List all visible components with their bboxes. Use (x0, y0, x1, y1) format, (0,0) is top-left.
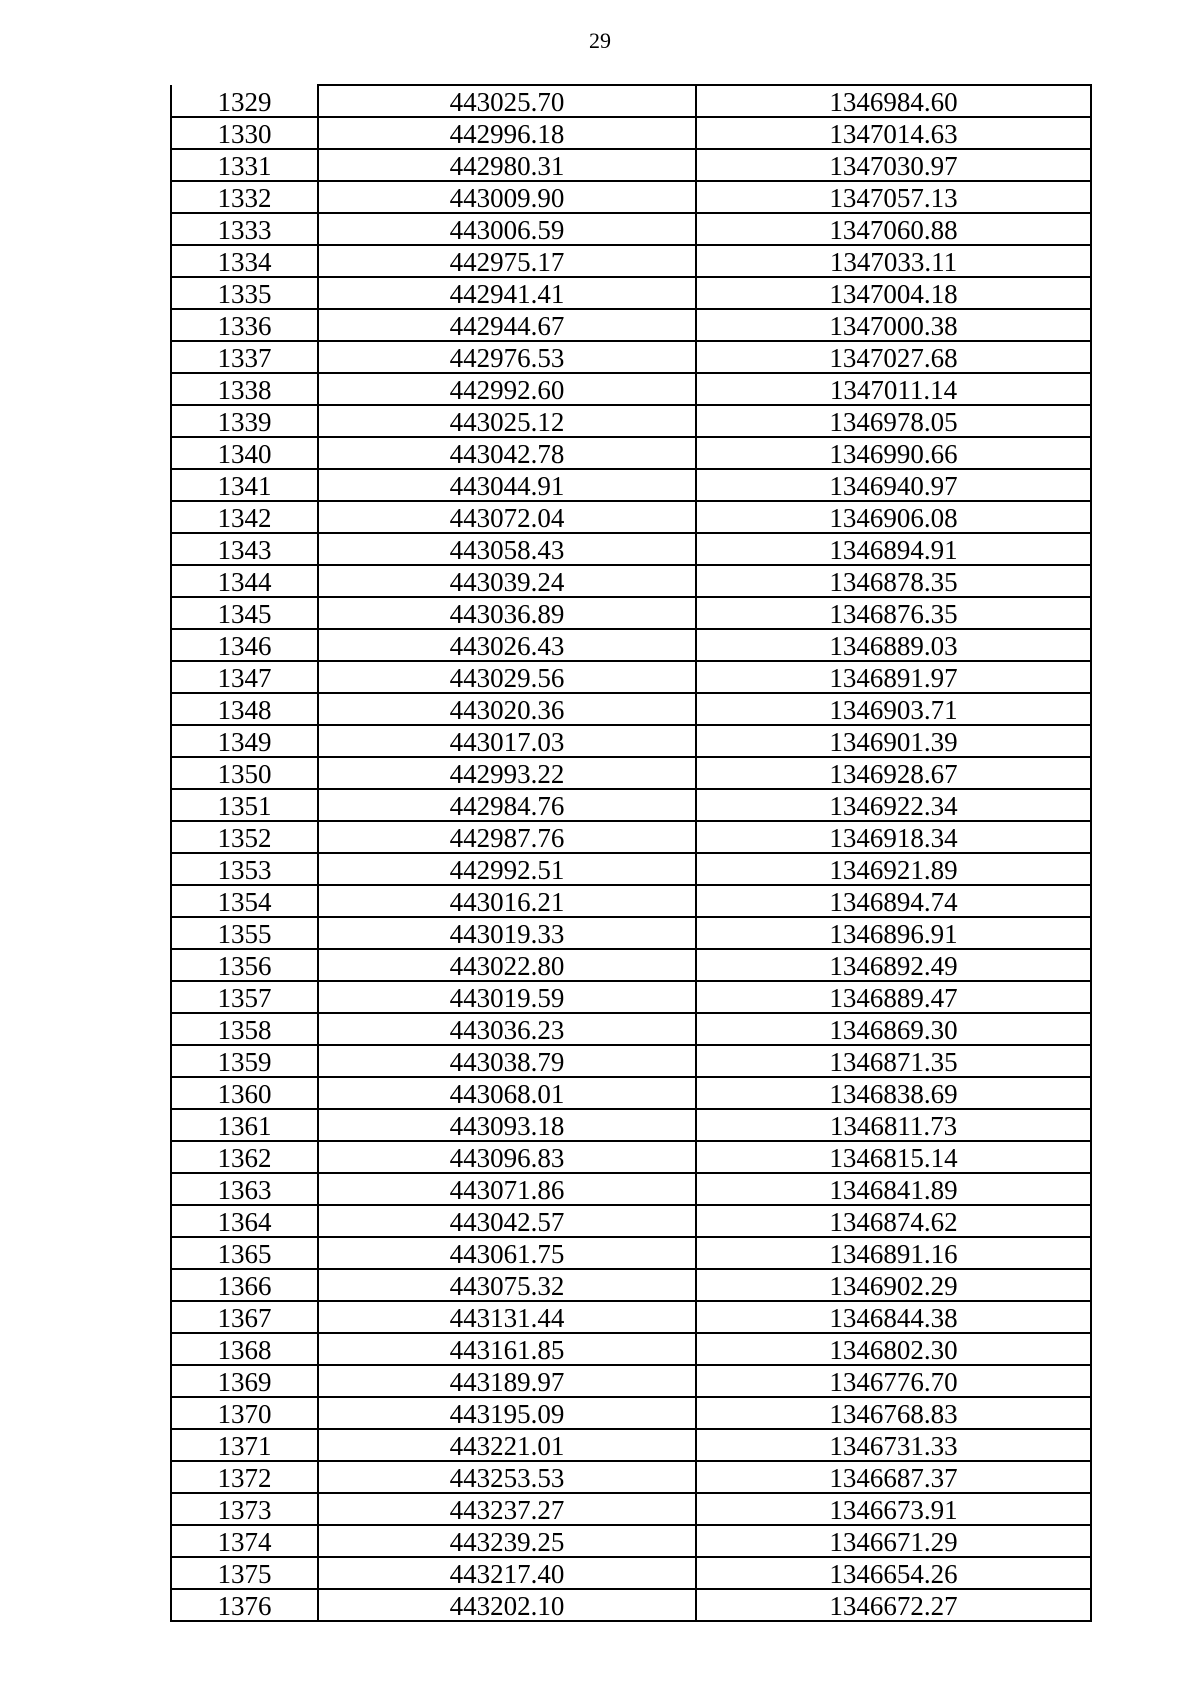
x-coordinate-cell: 443020.36 (318, 693, 696, 725)
x-coordinate-cell: 443202.10 (318, 1589, 696, 1621)
table-row (171, 885, 1091, 917)
point-number-cell: 1355 (171, 917, 318, 949)
x-coordinate-cell: 443019.59 (318, 981, 696, 1013)
coordinates-table (170, 84, 1092, 1622)
point-number-cell: 1330 (171, 117, 318, 149)
y-coordinate-cell: 1347060.88 (696, 213, 1091, 245)
table-row (171, 373, 1091, 405)
point-number-cell: 1356 (171, 949, 318, 981)
point-number-cell: 1370 (171, 1397, 318, 1429)
y-coordinate-cell: 1346878.35 (696, 565, 1091, 597)
x-coordinate-cell: 443042.78 (318, 437, 696, 469)
table-row (171, 85, 1091, 117)
y-coordinate-cell: 1346892.49 (696, 949, 1091, 981)
x-coordinate-cell: 443019.33 (318, 917, 696, 949)
x-coordinate-cell: 443239.25 (318, 1525, 696, 1557)
table-row (171, 405, 1091, 437)
y-coordinate-cell: 1346838.69 (696, 1077, 1091, 1109)
x-coordinate-cell: 443093.18 (318, 1109, 696, 1141)
x-coordinate-cell: 443025.70 (318, 85, 696, 117)
page-number: 29 (589, 28, 611, 53)
point-number-cell: 1365 (171, 1237, 318, 1269)
table-row (171, 917, 1091, 949)
point-number-cell: 1352 (171, 821, 318, 853)
y-coordinate-cell: 1346922.34 (696, 789, 1091, 821)
y-coordinate-cell: 1346844.38 (696, 1301, 1091, 1333)
x-coordinate-cell: 443017.03 (318, 725, 696, 757)
point-number-cell: 1358 (171, 1013, 318, 1045)
y-coordinate-cell: 1347027.68 (696, 341, 1091, 373)
table-row (171, 1589, 1091, 1621)
point-number-cell: 1350 (171, 757, 318, 789)
point-number-cell: 1360 (171, 1077, 318, 1109)
point-number-cell: 1367 (171, 1301, 318, 1333)
y-coordinate-cell: 1346889.47 (696, 981, 1091, 1013)
table-row (171, 693, 1091, 725)
point-number-cell: 1345 (171, 597, 318, 629)
table-row (171, 1493, 1091, 1525)
table-row (171, 181, 1091, 213)
point-number-cell: 1329 (171, 85, 318, 117)
table-row (171, 853, 1091, 885)
table-row (171, 629, 1091, 661)
x-coordinate-cell: 443058.43 (318, 533, 696, 565)
point-number-cell: 1366 (171, 1269, 318, 1301)
point-number-cell: 1364 (171, 1205, 318, 1237)
point-number-cell: 1359 (171, 1045, 318, 1077)
x-coordinate-cell: 443072.04 (318, 501, 696, 533)
x-coordinate-cell: 442987.76 (318, 821, 696, 853)
point-number-cell: 1371 (171, 1429, 318, 1461)
x-coordinate-cell: 443016.21 (318, 885, 696, 917)
y-coordinate-cell: 1347000.38 (696, 309, 1091, 341)
coordinates-table-body (171, 85, 1091, 1621)
table-row (171, 1173, 1091, 1205)
x-coordinate-cell: 443161.85 (318, 1333, 696, 1365)
x-coordinate-cell: 443195.09 (318, 1397, 696, 1429)
y-coordinate-cell: 1347011.14 (696, 373, 1091, 405)
table-row (171, 1557, 1091, 1589)
point-number-cell: 1374 (171, 1525, 318, 1557)
point-number-cell: 1357 (171, 981, 318, 1013)
point-number-cell: 1333 (171, 213, 318, 245)
table-row (171, 1109, 1091, 1141)
x-coordinate-cell: 442996.18 (318, 117, 696, 149)
point-number-cell: 1354 (171, 885, 318, 917)
x-coordinate-cell: 443044.91 (318, 469, 696, 501)
x-coordinate-cell: 443006.59 (318, 213, 696, 245)
table-row (171, 1429, 1091, 1461)
y-coordinate-cell: 1346671.29 (696, 1525, 1091, 1557)
x-coordinate-cell: 443025.12 (318, 405, 696, 437)
table-row (171, 1269, 1091, 1301)
y-coordinate-cell: 1347057.13 (696, 181, 1091, 213)
table-row (171, 1461, 1091, 1493)
y-coordinate-cell: 1346894.74 (696, 885, 1091, 917)
x-coordinate-cell: 442976.53 (318, 341, 696, 373)
table-row (171, 1397, 1091, 1429)
y-coordinate-cell: 1347030.97 (696, 149, 1091, 181)
table-row (171, 149, 1091, 181)
table-row (171, 1205, 1091, 1237)
y-coordinate-cell: 1346906.08 (696, 501, 1091, 533)
x-coordinate-cell: 442980.31 (318, 149, 696, 181)
y-coordinate-cell: 1346876.35 (696, 597, 1091, 629)
y-coordinate-cell: 1347033.11 (696, 245, 1091, 277)
table-row (171, 469, 1091, 501)
table-row (171, 437, 1091, 469)
y-coordinate-cell: 1346811.73 (696, 1109, 1091, 1141)
x-coordinate-cell: 442975.17 (318, 245, 696, 277)
x-coordinate-cell: 443029.56 (318, 661, 696, 693)
point-number-cell: 1340 (171, 437, 318, 469)
point-number-cell: 1338 (171, 373, 318, 405)
x-coordinate-cell: 443221.01 (318, 1429, 696, 1461)
y-coordinate-cell: 1346940.97 (696, 469, 1091, 501)
point-number-cell: 1331 (171, 149, 318, 181)
x-coordinate-cell: 443026.43 (318, 629, 696, 661)
point-number-cell: 1353 (171, 853, 318, 885)
point-number-cell: 1334 (171, 245, 318, 277)
point-number-cell: 1332 (171, 181, 318, 213)
point-number-cell: 1362 (171, 1141, 318, 1173)
x-coordinate-cell: 443009.90 (318, 181, 696, 213)
y-coordinate-cell: 1347004.18 (696, 277, 1091, 309)
y-coordinate-cell: 1346918.34 (696, 821, 1091, 853)
point-number-cell: 1348 (171, 693, 318, 725)
table-row (171, 1365, 1091, 1397)
y-coordinate-cell: 1347014.63 (696, 117, 1091, 149)
point-number-cell: 1342 (171, 501, 318, 533)
x-coordinate-cell: 442992.51 (318, 853, 696, 885)
x-coordinate-cell: 443096.83 (318, 1141, 696, 1173)
point-number-cell: 1344 (171, 565, 318, 597)
table-row (171, 245, 1091, 277)
table-row (171, 1237, 1091, 1269)
table-row (171, 1301, 1091, 1333)
x-coordinate-cell: 443253.53 (318, 1461, 696, 1493)
point-number-cell: 1373 (171, 1493, 318, 1525)
x-coordinate-cell: 443036.23 (318, 1013, 696, 1045)
y-coordinate-cell: 1346776.70 (696, 1365, 1091, 1397)
table-row (171, 1013, 1091, 1045)
x-coordinate-cell: 443075.32 (318, 1269, 696, 1301)
x-coordinate-cell: 443039.24 (318, 565, 696, 597)
point-number-cell: 1337 (171, 341, 318, 373)
point-number-cell: 1351 (171, 789, 318, 821)
table-row (171, 597, 1091, 629)
x-coordinate-cell: 443061.75 (318, 1237, 696, 1269)
table-row (171, 309, 1091, 341)
y-coordinate-cell: 1346990.66 (696, 437, 1091, 469)
y-coordinate-cell: 1346902.29 (696, 1269, 1091, 1301)
table-row (171, 533, 1091, 565)
y-coordinate-cell: 1346901.39 (696, 725, 1091, 757)
y-coordinate-cell: 1346802.30 (696, 1333, 1091, 1365)
y-coordinate-cell: 1346768.83 (696, 1397, 1091, 1429)
point-number-cell: 1375 (171, 1557, 318, 1589)
point-number-cell: 1372 (171, 1461, 318, 1493)
table-row (171, 821, 1091, 853)
table-row (171, 661, 1091, 693)
y-coordinate-cell: 1346841.89 (696, 1173, 1091, 1205)
x-coordinate-cell: 443036.89 (318, 597, 696, 629)
point-number-cell: 1343 (171, 533, 318, 565)
y-coordinate-cell: 1346889.03 (696, 629, 1091, 661)
table-row (171, 213, 1091, 245)
y-coordinate-cell: 1346903.71 (696, 693, 1091, 725)
y-coordinate-cell: 1346891.97 (696, 661, 1091, 693)
x-coordinate-cell: 443131.44 (318, 1301, 696, 1333)
point-number-cell: 1339 (171, 405, 318, 437)
table-row (171, 117, 1091, 149)
x-coordinate-cell: 443022.80 (318, 949, 696, 981)
point-number-cell: 1346 (171, 629, 318, 661)
y-coordinate-cell: 1346815.14 (696, 1141, 1091, 1173)
y-coordinate-cell: 1346928.67 (696, 757, 1091, 789)
x-coordinate-cell: 443042.57 (318, 1205, 696, 1237)
table-row (171, 757, 1091, 789)
y-coordinate-cell: 1346654.26 (696, 1557, 1091, 1589)
table-row (171, 501, 1091, 533)
y-coordinate-cell: 1346871.35 (696, 1045, 1091, 1077)
y-coordinate-cell: 1346896.91 (696, 917, 1091, 949)
point-number-cell: 1368 (171, 1333, 318, 1365)
x-coordinate-cell: 443068.01 (318, 1077, 696, 1109)
point-number-cell: 1349 (171, 725, 318, 757)
y-coordinate-cell: 1346869.30 (696, 1013, 1091, 1045)
x-coordinate-cell: 443071.86 (318, 1173, 696, 1205)
x-coordinate-cell: 442992.60 (318, 373, 696, 405)
x-coordinate-cell: 442941.41 (318, 277, 696, 309)
x-coordinate-cell: 442993.22 (318, 757, 696, 789)
point-number-cell: 1363 (171, 1173, 318, 1205)
y-coordinate-cell: 1346874.62 (696, 1205, 1091, 1237)
y-coordinate-cell: 1346894.91 (696, 533, 1091, 565)
x-coordinate-cell: 442944.67 (318, 309, 696, 341)
y-coordinate-cell: 1346673.91 (696, 1493, 1091, 1525)
x-coordinate-cell: 443217.40 (318, 1557, 696, 1589)
table-row (171, 1141, 1091, 1173)
y-coordinate-cell: 1346731.33 (696, 1429, 1091, 1461)
y-coordinate-cell: 1346984.60 (696, 85, 1091, 117)
x-coordinate-cell: 442984.76 (318, 789, 696, 821)
table-row (171, 1525, 1091, 1557)
table-row (171, 949, 1091, 981)
point-number-cell: 1347 (171, 661, 318, 693)
y-coordinate-cell: 1346687.37 (696, 1461, 1091, 1493)
point-number-cell: 1335 (171, 277, 318, 309)
table-row (171, 1077, 1091, 1109)
table-row (171, 277, 1091, 309)
point-number-cell: 1369 (171, 1365, 318, 1397)
y-coordinate-cell: 1346978.05 (696, 405, 1091, 437)
point-number-cell: 1341 (171, 469, 318, 501)
table-row (171, 789, 1091, 821)
y-coordinate-cell: 1346921.89 (696, 853, 1091, 885)
table-row (171, 725, 1091, 757)
point-number-cell: 1361 (171, 1109, 318, 1141)
point-number-cell: 1376 (171, 1589, 318, 1621)
x-coordinate-cell: 443189.97 (318, 1365, 696, 1397)
table-row (171, 1333, 1091, 1365)
table-row (171, 981, 1091, 1013)
table-row (171, 565, 1091, 597)
table-row (171, 1045, 1091, 1077)
x-coordinate-cell: 443237.27 (318, 1493, 696, 1525)
y-coordinate-cell: 1346891.16 (696, 1237, 1091, 1269)
x-coordinate-cell: 443038.79 (318, 1045, 696, 1077)
y-coordinate-cell: 1346672.27 (696, 1589, 1091, 1621)
table-row (171, 341, 1091, 373)
point-number-cell: 1336 (171, 309, 318, 341)
